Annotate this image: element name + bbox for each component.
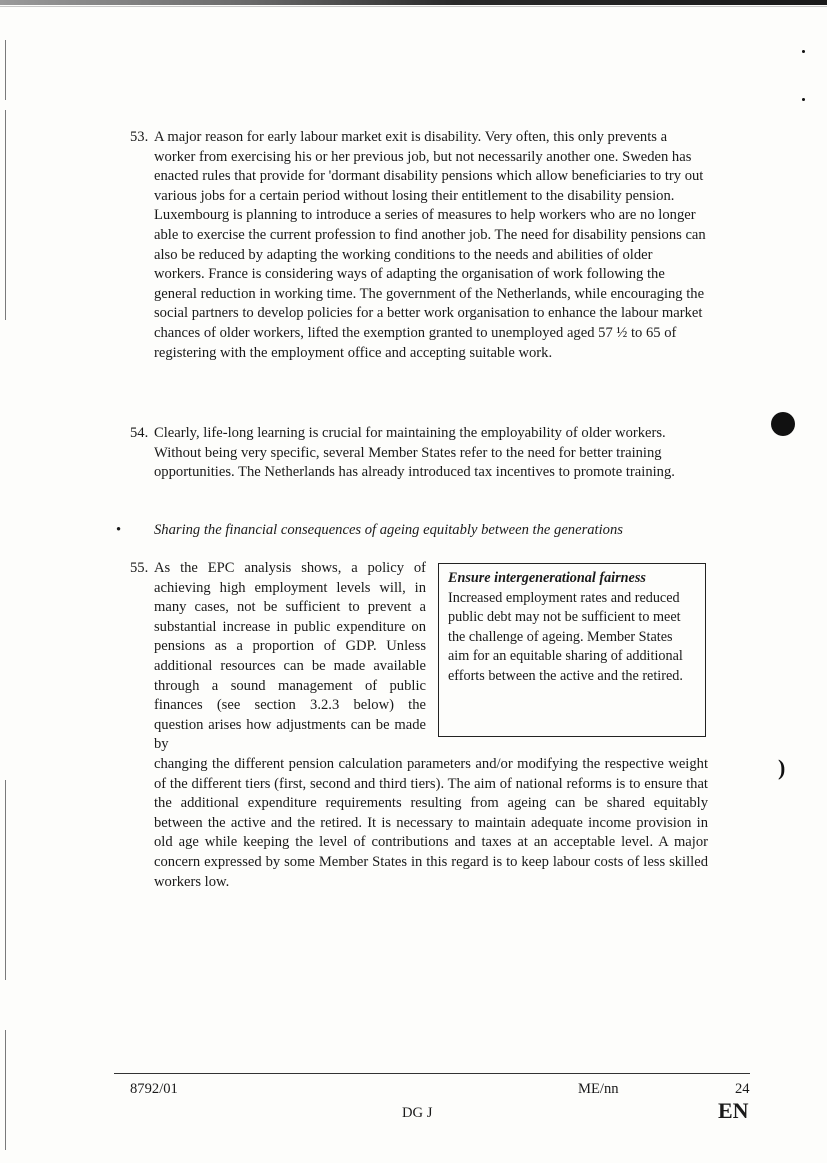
paragraph-53 — [130, 128, 706, 363]
paragraph-number: 54. — [130, 425, 149, 441]
paragraph-number: 53. — [130, 129, 149, 145]
callout-title: Ensure intergenerational fairness — [448, 570, 646, 586]
scan-top-edge — [0, 0, 827, 5]
footer-initials: ME/nn — [578, 1081, 619, 1097]
callout-box — [438, 563, 706, 737]
footer-language: EN — [718, 1098, 749, 1123]
paragraph-54 — [130, 424, 706, 483]
scan-top-edge-line — [0, 6, 827, 7]
scan-speck — [802, 98, 805, 101]
footer-doc-number: 8792/01 — [130, 1081, 178, 1097]
paragraph-55-text-rest: changing the different pension calculation parameters and/or modifying the respective weight of the different tiers (first, second and third tiers). The aim of national reforms is to ensure that the additional expenditure requirements resulting from ageing can be shared equitably between the active and the retired. It is necessary to maintain adequate income provision in old age while keeping the level of contributions and taxes at an acceptable level. A major concern expressed by some Member States in this regard is to keep labour costs of less skilled workers low. — [154, 756, 708, 890]
paragraph-number: 55. — [130, 560, 149, 576]
footer-directorate: DG J — [402, 1105, 433, 1121]
scan-margin-line — [5, 780, 6, 980]
paragraph-text: A major reason for early labour market exit is disability. Very often, this only prevents a worker from exercising his or her previous job, but not necessarily another one. Sweden has enacted rules that provide for 'dormant disability pensions which allow beneficiaries to try out various jobs for a certain period without losing their entitlement to the disability pension. Luxembourg is planning to introduce a series of measures to help workers who are no longer able to exercise the current profession to find another job. The need for disability pensions can also be reduced by adapting the working conditions to the needs and abilities of older workers. France is considering ways of adapting the organisation of work following the general reduction in working time. The government of the Netherlands, while encouraging the social partners to develop policies for a better work organisation to enhance the labour market chances of older workers, lifted the exemption granted to unemployed aged 57 ½ to 65 of registering with the employment office and accepting suitable work. — [154, 129, 706, 361]
bullet-symbol: • — [116, 522, 122, 538]
paragraph-55-text-left: As the EPC analysis shows, a policy of achieving high employment levels will, in many cases, not be sufficient to prevent a substantial increase in public expenditure on pensions as a proportion of GDP. Unless additional resources can be made available through a sound management of public finances (see section 3.2.3 below) the question arises how adjustments can be made by — [154, 560, 426, 753]
scan-margin-line — [5, 1030, 6, 1150]
scan-margin-line — [5, 110, 6, 320]
footer-divider — [114, 1073, 750, 1074]
footer-page-number: 24 — [735, 1081, 750, 1097]
callout-text: Increased employment rates and reduced public debt may not be sufficient to meet the challenge of ageing. Member States aim for an equitable sharing of additional efforts between the active and the retired. — [448, 589, 683, 684]
punch-hole-crescent-mark: ) — [778, 755, 786, 780]
scan-speck — [802, 50, 805, 53]
paragraph-text: Clearly, life-long learning is crucial for maintaining the employability of older workers. Without being very specific, several Member States refer to the need for better training opportunities. The Netherlands has already introduced tax incentives to promote training. — [154, 425, 675, 481]
punch-hole-mark — [771, 412, 795, 436]
bullet-heading-text: Sharing the financial consequences of ageing equitably between the generations — [154, 522, 623, 538]
scan-margin-line — [5, 40, 6, 100]
section-bullet-heading — [116, 521, 716, 541]
